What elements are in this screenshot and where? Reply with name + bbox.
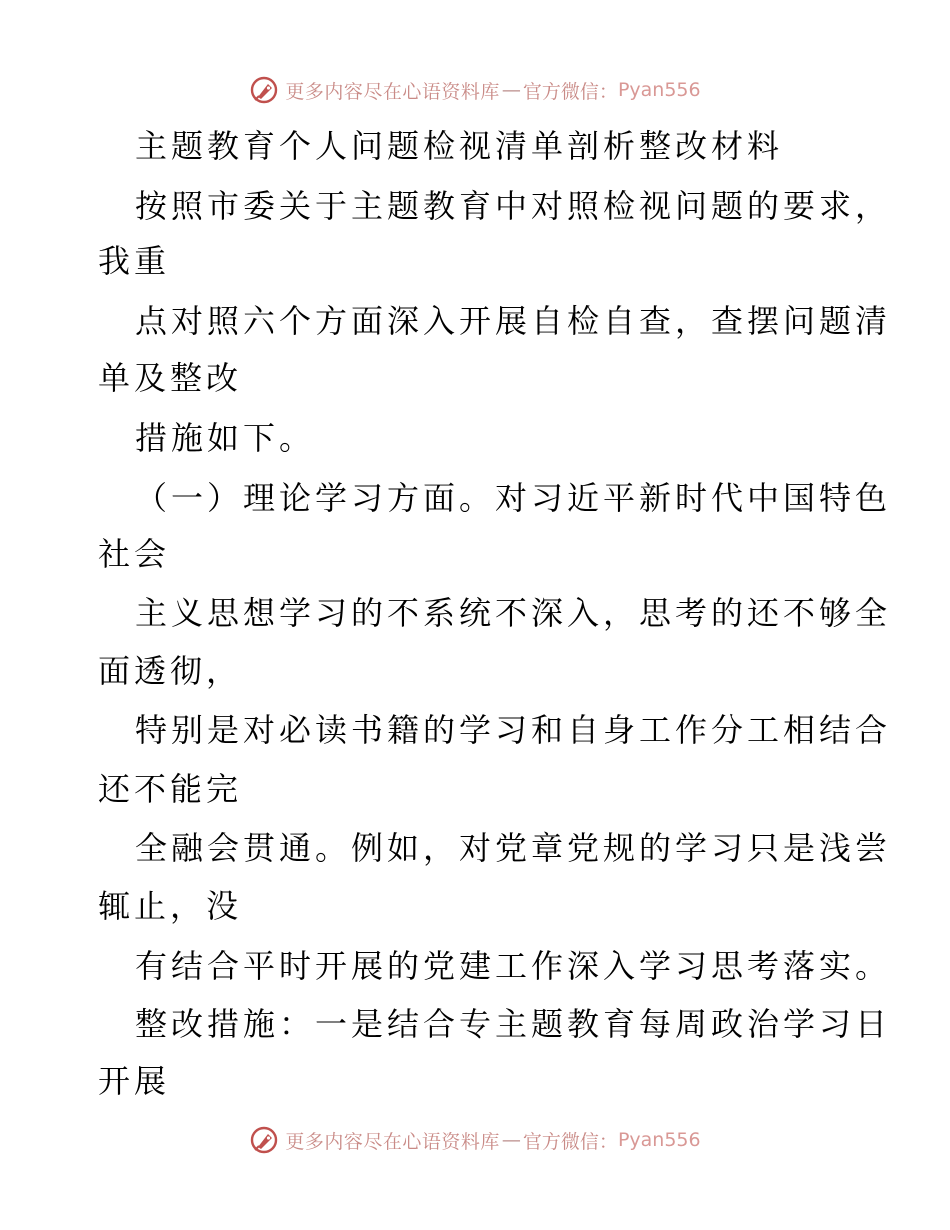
body-line: 整改措施：一是结合专主题教育每周政治学习日 [135,1005,892,1043]
body-line: 按照市委关于主题教育中对照检视问题的要求， [135,187,892,225]
body-line: 还不能完 [98,770,243,808]
body-line: 面透彻， [98,652,243,690]
body-line: 开展 [98,1062,171,1100]
body-line: 特别是对必读书籍的学习和自身工作分工相结合 [135,711,892,749]
watermark-handle: Pyan556 [617,79,701,101]
body-line: 单及整改 [98,359,243,397]
body-line: 辄止，没 [98,887,243,925]
footer-watermark [0,1120,950,1160]
watermark-wechat-label: 官方微信： [522,1130,618,1153]
pen-nib-icon [249,75,279,105]
document-title: 主题教育个人问题检视清单剖析整改材料 [135,127,784,165]
body-line: 措施如下。 [135,419,316,457]
body-line: 全融会贯通。例如，对党章党规的学习只是浅尝 [135,829,892,867]
watermark-handle: Pyan556 [617,1129,701,1151]
watermark-separator: — [501,79,521,101]
body-line: 点对照六个方面深入开展自检自查，查摆问题清 [135,302,892,340]
watermark-text: 更多内容尽在心语资料库 [285,1130,500,1153]
body-line: 社会 [98,535,171,573]
body-line: （一）理论学习方面。对习近平新时代中国特色 [135,479,892,517]
body-line: 我重 [98,242,171,280]
watermark-text: 更多内容尽在心语资料库 [285,80,500,103]
watermark-wechat-label: 官方微信： [522,80,618,103]
body-line: 有结合平时开展的党建工作深入学习思考落实。 [135,947,892,985]
body-line: 主义思想学习的不系统不深入，思考的还不够全 [135,594,892,632]
watermark-separator: — [501,1129,521,1151]
header-watermark [0,70,950,110]
pen-nib-icon [249,1125,279,1155]
